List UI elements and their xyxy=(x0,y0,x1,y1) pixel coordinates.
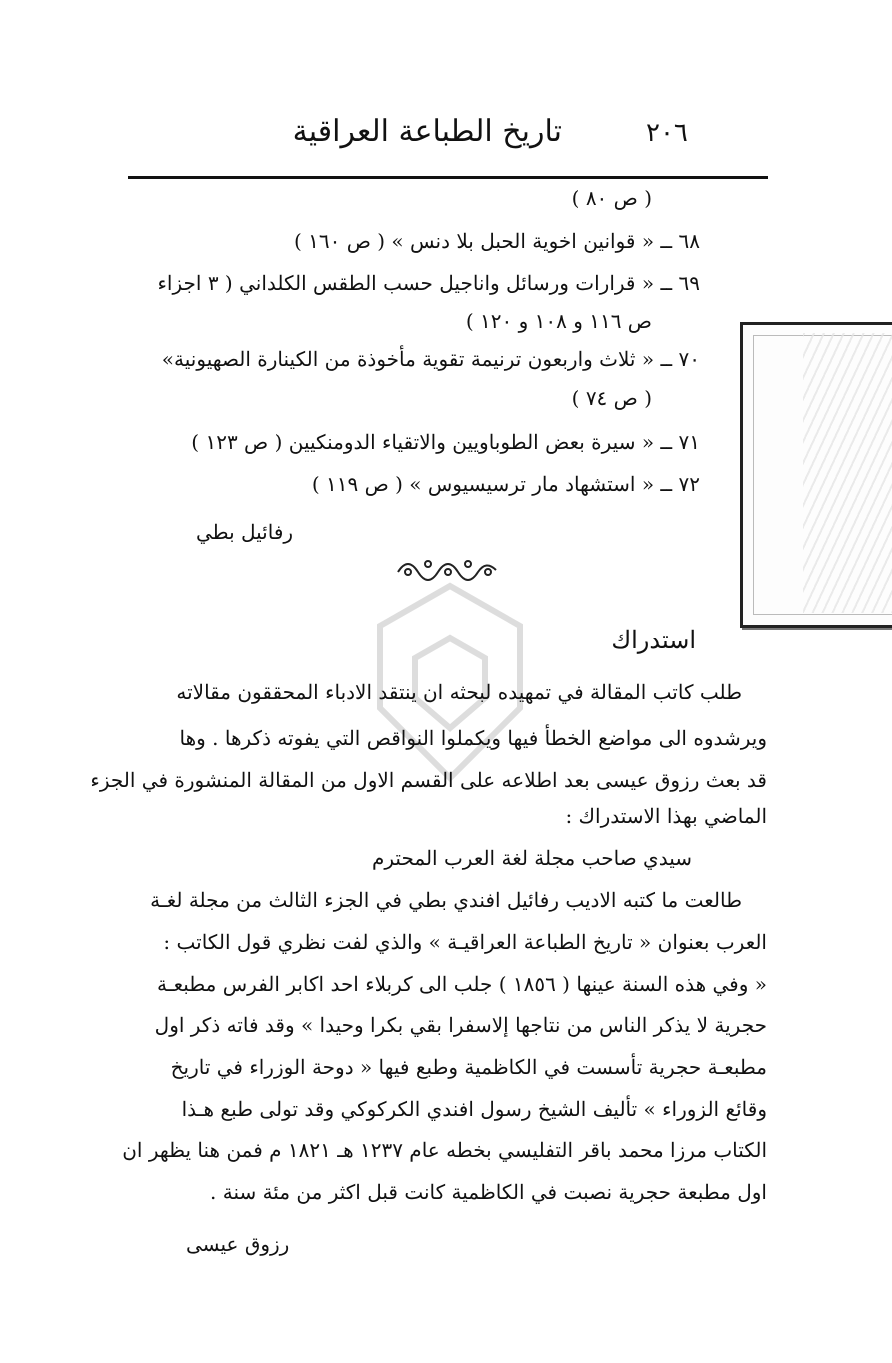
entry-line: ٧٠ ــ « ثلاث واربعون ترنيمة تقوية مأخوذة من الكينارة الصهيونية» xyxy=(161,347,700,371)
body-line: طالعت ما كتبه الاديب رفائيل افندي بطي في الجزء الثالث من مجلة لغـة xyxy=(150,888,742,912)
photo-card-image xyxy=(803,333,892,613)
body-line: مطبعـة حجرية تأسست في الكاظمية وطبع فيها « دوحة الوزراء في تاريخ xyxy=(170,1055,767,1079)
signature-author-1: رفائيل بطي xyxy=(196,520,294,544)
signature-author-2: رزوق عيسى xyxy=(186,1232,290,1256)
body-line: وقائع الزوراء » تأليف الشيخ رسول افندي الكركوكي وقد تولى طبع هـذا xyxy=(181,1097,767,1121)
entry-line: ٦٨ ــ « قوانين اخوية الحبل بلا دنس » ( ص ١٦٠ ) xyxy=(293,229,700,253)
entry-line: ٧١ ــ « سيرة بعض الطوباويين والاتقياء الدومنكيين ( ص ١٢٣ ) xyxy=(191,430,700,454)
body-line: طلب كاتب المقالة في تمهيده لبحثه ان ينتقد الادباء المحققون مقالاته xyxy=(176,680,742,704)
body-line: الماضي بهذا الاستدراك : xyxy=(565,804,767,828)
photo-card xyxy=(740,322,892,628)
body-line: حجرية لا يذكر الناس من نتاجها إلاسفرا بقي بكرا وحيدا » وقد فاته ذكر اول xyxy=(154,1013,767,1037)
body-line: « وفي هذه السنة عينها ( ١٨٥٦ ) جلب الى كربلاء احد اكابر الفرس مطبعـة xyxy=(157,972,767,996)
entry-line: ٧٢ ــ « استشهاد مار ترسيسيوس » ( ص ١١٩ ) xyxy=(311,472,700,496)
entry-line: ٦٩ ــ « قرارات ورسائل واناجيل حسب الطقس الكلداني ( ٣ اجزاء xyxy=(157,271,700,295)
body-line: اول مطبعة حجرية نصبت في الكاظمية كانت قبل اكثر من مئة سنة . xyxy=(210,1180,767,1204)
entry-line: ( ص ٧٤ ) xyxy=(571,386,652,410)
entry-line: ص ١١٦ و ١٠٨ و ١٢٠ ) xyxy=(465,309,652,333)
body-line: العرب بعنوان « تاريخ الطباعة العراقيـة » والذي لفت نظري قول الكاتب : xyxy=(163,930,767,954)
body-line: سيدي صاحب مجلة لغة العرب المحترم xyxy=(372,846,692,870)
page-number: ٢٠٦ xyxy=(646,118,688,148)
body-line: الكتاب مرزا محمد باقر التفليسي بخطه عام ١٢٣٧ هـ ١٨٢١ م فمن هنا يظهر ان xyxy=(122,1138,767,1162)
body-line: قد بعث رزوق عيسى بعد اطلاعه على القسم الاول من المقالة المنشورة في الجزء xyxy=(90,768,767,792)
section-title: استدراك xyxy=(611,626,696,654)
body-line: ويرشدوه الى مواضع الخطأ فيها ويكملوا النواقص التي يفوته ذكرها . وها xyxy=(179,726,767,750)
entry-line: ( ص ٨٠ ) xyxy=(571,186,652,210)
header-rule xyxy=(128,176,768,179)
running-title: تاريخ الطباعة العراقية xyxy=(292,114,562,149)
